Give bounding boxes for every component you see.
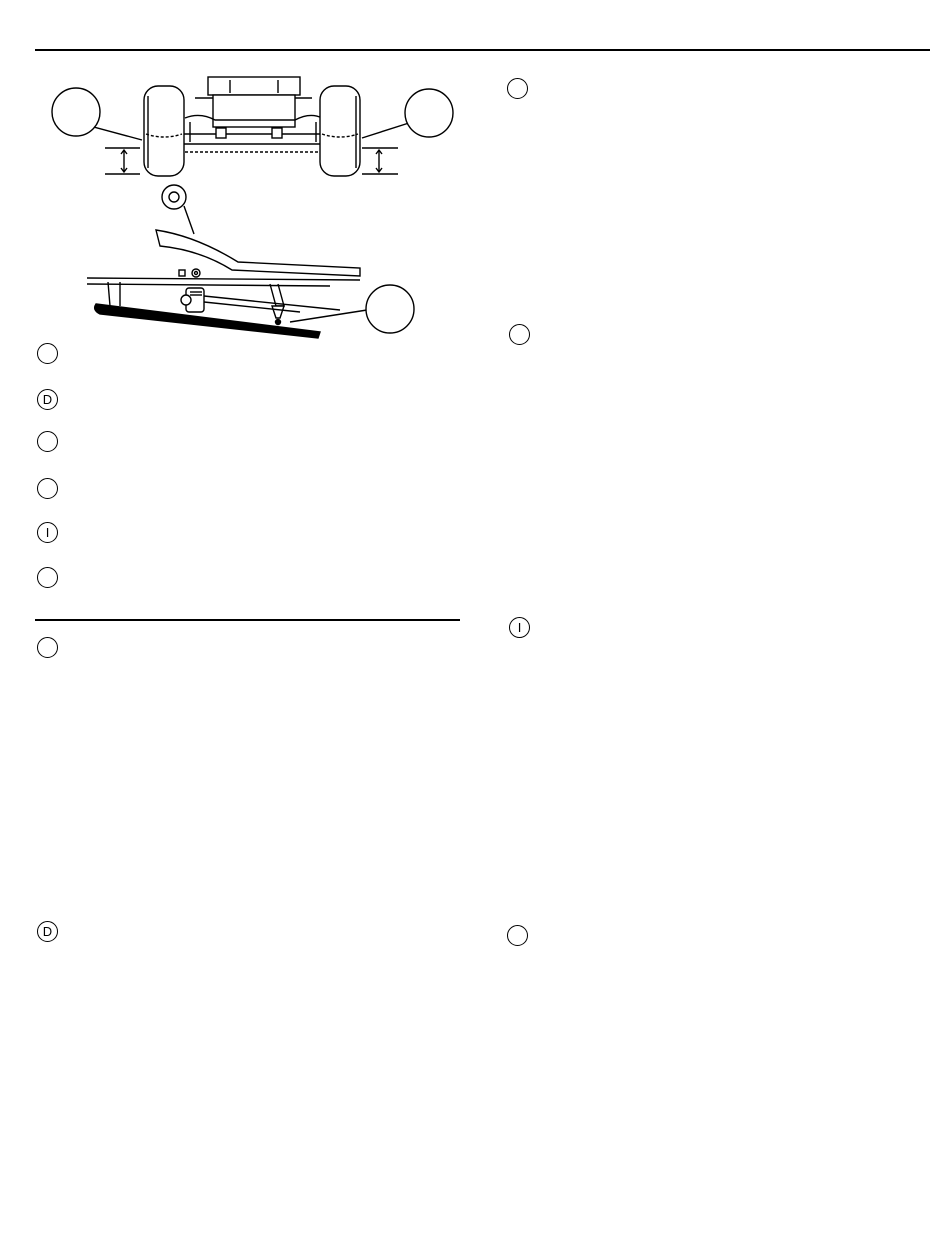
callout-lever-knob (162, 185, 186, 209)
callout-right-wheel (405, 89, 453, 137)
callout-deck-adjuster (366, 285, 414, 333)
language-badge (37, 567, 58, 588)
section-badge (509, 324, 530, 345)
language-badge (37, 343, 58, 364)
right-wheel (320, 86, 360, 176)
deck-adjustment-illustration (0, 0, 470, 345)
deck-side-view (87, 269, 360, 338)
adjustment-lever (156, 230, 360, 276)
section-divider (35, 619, 460, 621)
language-badge: D (37, 389, 58, 410)
section-badge (507, 925, 528, 946)
height-measurement-left (105, 148, 140, 174)
language-badge (37, 431, 58, 452)
left-wheel (144, 86, 184, 176)
language-badge: I (37, 522, 58, 543)
section-badge (37, 637, 58, 658)
section-badge: I (509, 617, 530, 638)
section-badge: D (37, 921, 58, 942)
callout-left-wheel (52, 88, 100, 136)
language-badge (37, 478, 58, 499)
section-badge (507, 78, 528, 99)
height-measurement-right (362, 148, 398, 174)
